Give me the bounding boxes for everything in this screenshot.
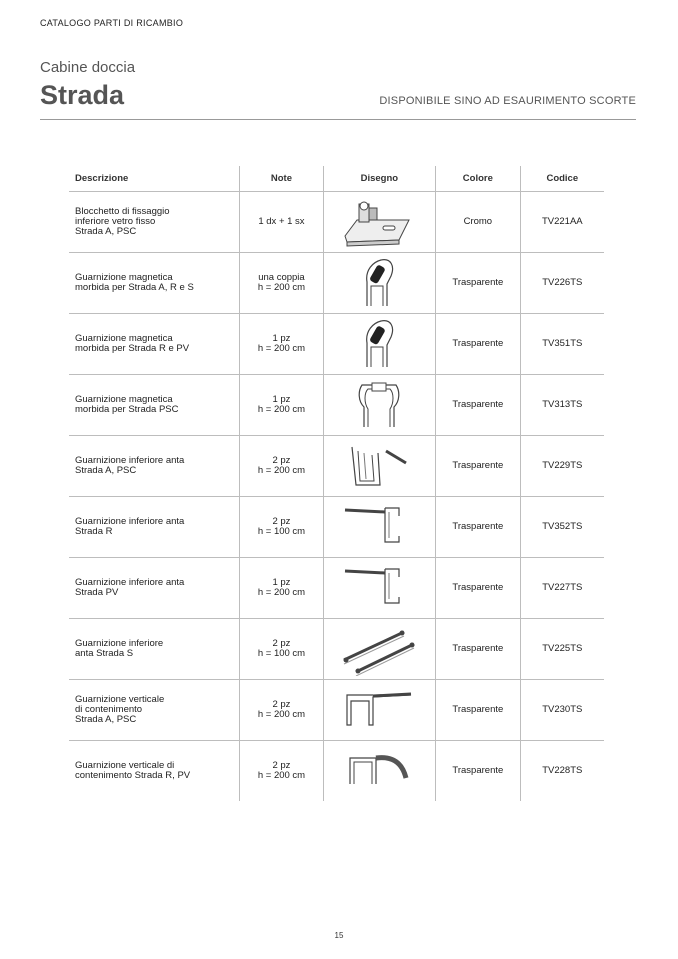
row-color: Trasparente xyxy=(436,497,521,558)
row-note: 2 pz h = 200 cm xyxy=(240,436,323,497)
table-header-row xyxy=(69,166,604,192)
section-subtitle: Cabine doccia xyxy=(40,59,136,76)
row-code: TV225TS xyxy=(520,619,604,680)
row-note: 1 pz h = 200 cm xyxy=(240,375,323,436)
row-description: Guarnizione magnetica morbida per Strada PSC xyxy=(69,375,240,436)
row-note: 2 pz h = 100 cm xyxy=(240,619,323,680)
bottom-seal-strips-icon xyxy=(338,622,420,676)
fixing-block-icon xyxy=(339,196,419,248)
row-code: TV351TS xyxy=(520,314,604,375)
magnetic-gasket-icon xyxy=(359,256,399,310)
page-number: 15 xyxy=(334,931,344,940)
table-row xyxy=(69,192,604,253)
row-code: TV227TS xyxy=(520,558,604,619)
row-note: 1 dx + 1 sx xyxy=(240,192,323,253)
table-row xyxy=(69,680,604,741)
bottom-seal-profile-icon xyxy=(341,563,417,613)
row-note: 1 pz h = 200 cm xyxy=(240,558,323,619)
table-row xyxy=(69,253,604,314)
row-drawing xyxy=(323,558,436,619)
row-color: Trasparente xyxy=(436,314,521,375)
row-drawing xyxy=(323,192,436,253)
vertical-seal-fin-icon xyxy=(341,685,417,735)
row-description: Blocchetto di fissaggio inferiore vetro fisso Strada A, PSC xyxy=(69,192,240,253)
row-color: Trasparente xyxy=(436,558,521,619)
row-description: Guarnizione inferiore anta Strada S xyxy=(69,619,240,680)
table-row xyxy=(69,314,604,375)
row-drawing xyxy=(323,314,436,375)
row-drawing xyxy=(323,375,436,436)
row-drawing xyxy=(323,497,436,558)
row-description: Guarnizione magnetica morbida per Strada A, R e S xyxy=(69,253,240,314)
header-descrizione: Descrizione xyxy=(69,166,240,192)
row-description: Guarnizione verticale di contenimento Strada R, PV xyxy=(75,760,191,781)
table-row xyxy=(69,497,604,558)
row-code: TV352TS xyxy=(520,497,604,558)
row-note: 2 pz h = 100 cm xyxy=(240,497,323,558)
row-drawing xyxy=(323,253,436,314)
bottom-seal-clip-icon xyxy=(344,441,414,491)
vertical-seal-curved-icon xyxy=(344,748,414,794)
row-code: TV226TS xyxy=(520,253,604,314)
row-description: Guarnizione inferiore anta Strada A, PSC xyxy=(69,436,240,497)
row-drawing xyxy=(323,619,436,680)
row-description: Guarnizione verticale di contenimento Strada A, PSC xyxy=(69,680,240,741)
header-colore: Colore xyxy=(436,166,521,192)
row-description: Guarnizione inferiore anta Strada R xyxy=(69,497,240,558)
row-drawing xyxy=(323,680,436,741)
row-note: 1 pz h = 200 cm xyxy=(240,314,323,375)
row-color: Trasparente xyxy=(436,741,521,802)
table-row xyxy=(69,619,604,680)
header-disegno: Disegno xyxy=(323,166,436,192)
bottom-seal-profile-icon xyxy=(341,502,417,552)
row-code: TV229TS xyxy=(520,436,604,497)
row-drawing xyxy=(323,436,436,497)
magnetic-gasket-icon xyxy=(359,317,399,371)
catalog-label: CATALOGO PARTI DI RICAMBIO xyxy=(40,18,184,28)
row-color: Trasparente xyxy=(436,375,521,436)
parts-table xyxy=(69,166,604,801)
row-color: Cromo xyxy=(436,192,521,253)
row-code: TV228TS xyxy=(520,741,604,802)
row-color: Trasparente xyxy=(436,619,521,680)
row-description: Guarnizione magnetica morbida per Strada R e PV xyxy=(69,314,240,375)
row-description: Guarnizione inferiore anta Strada PV xyxy=(69,558,240,619)
row-code: TV221AA xyxy=(520,192,604,253)
row-code: TV313TS xyxy=(520,375,604,436)
row-drawing xyxy=(323,741,436,802)
table-row xyxy=(69,436,604,497)
table-row xyxy=(69,741,604,802)
magnetic-gasket-outline-icon xyxy=(354,379,404,431)
row-color: Trasparente xyxy=(436,253,521,314)
row-code: TV230TS xyxy=(520,680,604,741)
row-note: una coppia h = 200 cm xyxy=(240,253,323,314)
availability-note: DISPONIBILE SINO AD ESAURIMENTO SCORTE xyxy=(379,95,636,107)
row-note: 2 pz h = 200 cm xyxy=(240,741,323,802)
table-row xyxy=(69,375,604,436)
row-note: 2 pz h = 200 cm xyxy=(240,680,323,741)
header-note: Note xyxy=(240,166,323,192)
table-row xyxy=(69,558,604,619)
row-color: Trasparente xyxy=(436,436,521,497)
header-divider xyxy=(40,119,636,120)
page-title: Strada xyxy=(40,80,125,110)
header-codice: Codice xyxy=(520,166,604,192)
row-color: Trasparente xyxy=(436,680,521,741)
